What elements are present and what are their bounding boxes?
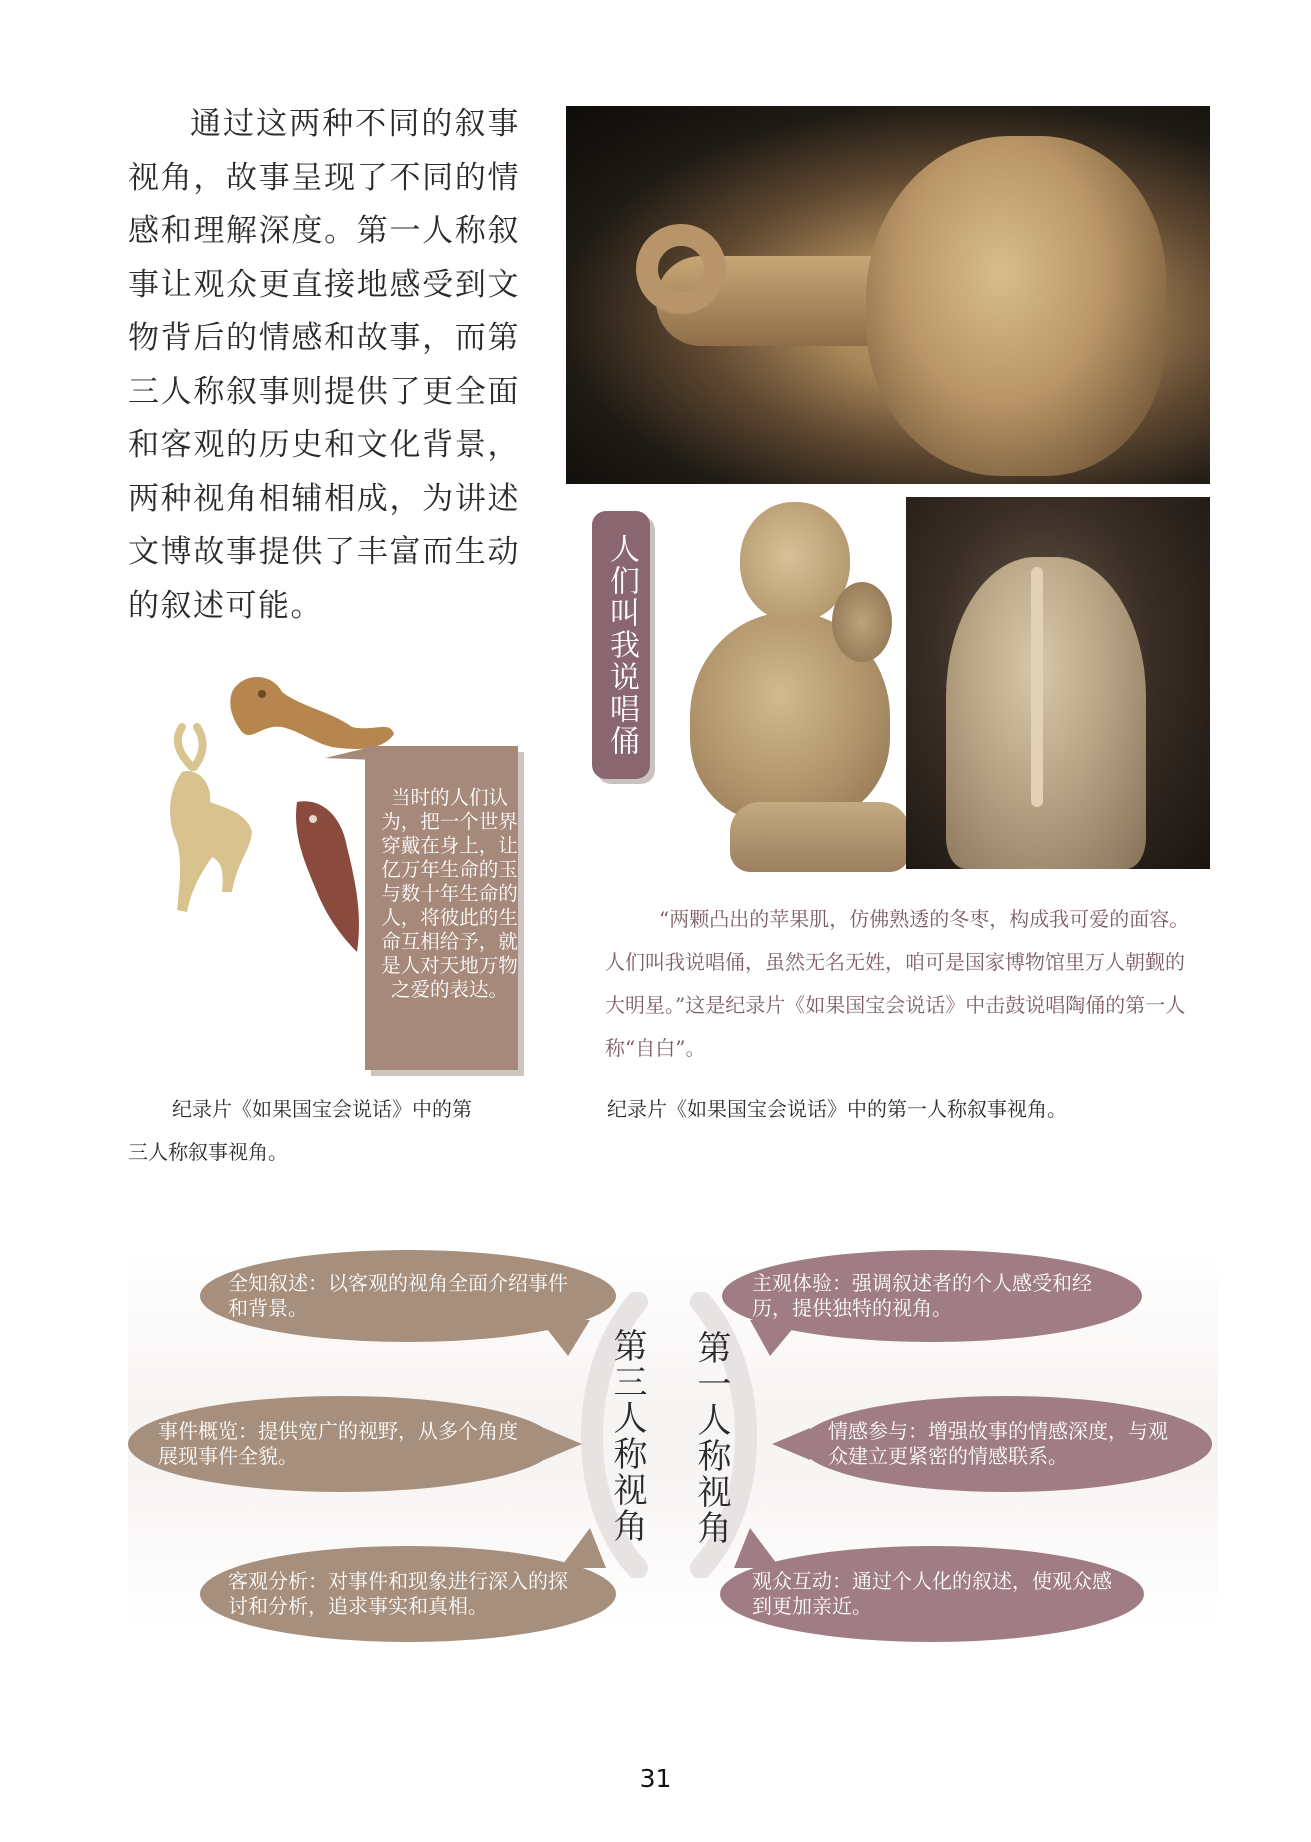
jade-box-pointer	[325, 720, 375, 760]
flute-figurine-photo	[906, 497, 1210, 869]
left-bubble-2-tail	[544, 1428, 584, 1460]
caption-left-line2: 三人称叙事视角。	[128, 1140, 288, 1164]
left-bubble-1-tail	[540, 1320, 600, 1360]
first-person-quote: “两颗凸出的苹果肌，仿佛熟透的冬枣，构成我可爱的面容。人们叫我说唱俑，虽然无名无姓，咱可是国家博物馆里万人朝觐的大明星。”这是纪录片《如果国宝会说话》中击鼓说唱陶俑的第一人称“自白”。	[605, 907, 1190, 1060]
page-number: 31	[639, 1764, 672, 1793]
figurine-closeup-photo	[566, 106, 1210, 484]
left-bubble-omniscient-text: 全知叙述：以客观的视角全面介绍事件和背景。	[228, 1271, 568, 1320]
left-bubble-3-tail	[560, 1528, 610, 1568]
left-bubble-analysis-text: 客观分析：对事件和现象进行深入的探讨和分析，追求事实和真相。	[228, 1569, 568, 1618]
right-bubble-1-tail	[740, 1320, 800, 1360]
flute-shape	[1031, 567, 1043, 807]
jade-quote-text: 当时的人们认为，把一个世界穿戴在身上，让亿万年生命的玉与数十年生命的人，将彼此的生命互相给予，就是人对天地万物之爱的表达。	[381, 786, 518, 1001]
right-bubble-interaction	[720, 1546, 1144, 1642]
figurine-face-shape	[740, 502, 850, 622]
caption-left-line1: 纪录片《如果国宝会说话》中的第	[172, 1097, 472, 1121]
drum-shape	[832, 582, 892, 662]
figurine-base-shape	[730, 802, 910, 872]
figurine-head-shape	[866, 136, 1166, 476]
jade-fish-image	[287, 797, 367, 955]
drumming-figurine-photo	[660, 462, 932, 882]
intro-paragraph: 通过这两种不同的叙事视角，故事呈现了不同的情感和理解深度。第一人称叙事让观众更直接地感受到文物背后的情感和故事，而第三人称叙事则提供了更全面和客观的历史和文化背景，两种视角相辅相成，为讲述文博故事提供了丰富而生动的叙述可能。	[128, 106, 520, 624]
storyteller-tag	[592, 511, 650, 779]
right-bubble-emotion	[800, 1396, 1212, 1492]
jade-deer-image	[152, 722, 260, 922]
right-bubble-subjective-text: 主观体验：强调叙述者的个人感受和经历，提供独特的视角。	[752, 1271, 1092, 1320]
storyteller-tag-label: 人们叫我说唱俑	[604, 533, 639, 757]
right-bubble-3-tail	[730, 1528, 780, 1568]
first-person-title: 第一人称视角	[691, 1330, 731, 1546]
left-bubble-analysis	[200, 1546, 616, 1642]
right-bubble-2-tail	[770, 1428, 810, 1460]
right-bubble-emotion-text: 情感参与：增强故事的情感深度，与观众建立更紧密的情感联系。	[828, 1419, 1168, 1468]
figurine-hand-shape	[636, 224, 726, 314]
caption-right: 纪录片《如果国宝会说话》中的第一人称叙事视角。	[607, 1097, 1067, 1121]
left-bubble-overview-text: 事件概览：提供宽广的视野，从多个角度展现事件全貌。	[158, 1419, 518, 1468]
third-person-title: 第三人称视角	[607, 1328, 647, 1544]
flute-figure-shape	[946, 557, 1146, 869]
right-bubble-interaction-text: 观众互动：通过个人化的叙述，使观众感到更加亲近。	[752, 1569, 1112, 1618]
left-bubble-overview	[128, 1396, 556, 1492]
